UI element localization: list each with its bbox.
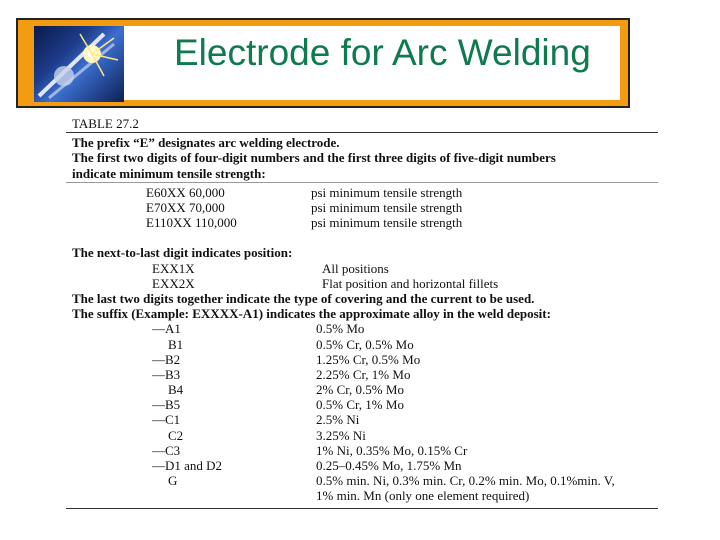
suffix-code: —C1 xyxy=(152,412,181,428)
title-panel xyxy=(34,26,620,100)
table-row xyxy=(66,200,658,215)
title-banner xyxy=(16,18,630,108)
intro-line: The first two digits of four-digit numbers and the first three digits of five-digit numbers xyxy=(72,150,556,166)
alloy-composition: 0.25–0.45% Mo, 1.75% Mn xyxy=(316,458,462,474)
table-row xyxy=(66,261,658,276)
suffix-code: —B2 xyxy=(152,351,181,367)
covering-line: The last two digits together indicate the type of covering and the current to be used. xyxy=(72,290,535,306)
spacer xyxy=(66,230,658,245)
suffix-code: —D1 and D2 xyxy=(152,458,223,474)
electrode-description: Flat position and horizontal fillets xyxy=(322,275,499,291)
alloy-composition: 1% min. Mn (only one element required) xyxy=(316,488,530,504)
suffix-code: —B5 xyxy=(152,397,181,413)
table-row xyxy=(66,185,658,200)
alloy-composition: 2.5% Ni xyxy=(316,412,360,428)
divider xyxy=(66,508,658,509)
strength-rows xyxy=(66,185,658,231)
position-rows xyxy=(66,261,658,291)
welding-photo-icon xyxy=(34,26,124,102)
alloy-composition: 0.5% Cr, 0.5% Mo xyxy=(316,336,414,352)
suffix-line: The suffix (Example: EXXXX-A1) indicates the approximate alloy in the weld deposit: xyxy=(72,306,551,322)
table-row xyxy=(66,367,658,382)
suffix-code: G xyxy=(168,473,178,489)
suffix-code: C2 xyxy=(168,427,184,443)
electrode-code: EXX2X xyxy=(152,275,195,291)
intro-line: The prefix “E” designates arc welding electrode. xyxy=(72,135,340,151)
table-row xyxy=(66,473,658,488)
electrode-table xyxy=(66,116,658,509)
divider xyxy=(66,182,658,183)
electrode-description: All positions xyxy=(322,260,389,276)
suffix-code: —A1 xyxy=(152,321,181,337)
table-row xyxy=(66,412,658,427)
alloy-composition: 3.25% Ni xyxy=(316,427,366,443)
alloy-composition: 2% Cr, 0.5% Mo xyxy=(316,382,404,398)
suffix-code: B1 xyxy=(168,336,184,352)
alloy-composition: 0.5% Mo xyxy=(316,321,365,337)
alloy-composition: 0.5% Cr, 1% Mo xyxy=(316,397,404,413)
suffix-code: —B3 xyxy=(152,366,181,382)
suffix-code: B4 xyxy=(168,382,184,398)
table-row xyxy=(66,215,658,230)
table-row xyxy=(66,321,658,336)
table-row xyxy=(66,337,658,352)
alloy-composition: 1% Ni, 0.35% Mo, 0.15% Cr xyxy=(316,442,468,458)
page-title: Electrode for Arc Welding xyxy=(174,32,591,73)
electrode-code: E70XX 70,000 xyxy=(146,200,225,215)
table-row xyxy=(66,397,658,412)
electrode-description: psi minimum tensile strength xyxy=(311,215,463,231)
table-row xyxy=(66,352,658,367)
table-row xyxy=(66,276,658,291)
suffix-code: —C3 xyxy=(152,442,181,458)
table-caption: TABLE 27.2 xyxy=(72,116,139,131)
table-row xyxy=(66,458,658,473)
electrode-code: E60XX 60,000 xyxy=(146,184,225,200)
alloy-composition: 0.5% min. Ni, 0.3% min. Cr, 0.2% min. Mo, 0.1%min. V, xyxy=(316,473,615,489)
electrode-description: psi minimum tensile strength xyxy=(311,200,463,215)
electrode-code: EXX1X xyxy=(152,260,195,276)
alloy-rows xyxy=(66,321,658,503)
table-row xyxy=(66,488,658,503)
electrode-description: psi minimum tensile strength xyxy=(311,184,463,200)
alloy-composition: 2.25% Cr, 1% Mo xyxy=(316,366,411,382)
position-heading: The next-to-last digit indicates position: xyxy=(72,245,293,261)
alloy-composition: 1.25% Cr, 0.5% Mo xyxy=(316,351,421,367)
electrode-code: E110XX 110,000 xyxy=(146,215,237,231)
table-row xyxy=(66,428,658,443)
divider xyxy=(66,132,658,133)
table-row xyxy=(66,443,658,458)
table-row xyxy=(66,382,658,397)
intro-line: indicate minimum tensile strength: xyxy=(72,165,266,181)
